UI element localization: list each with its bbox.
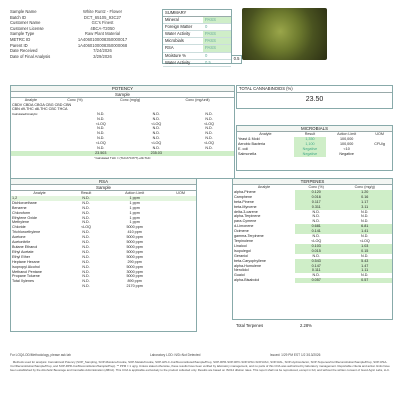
potency-pct: N.D. xyxy=(97,146,105,151)
terpene-pct: N.D. xyxy=(312,273,320,278)
rsa-result: <LOQ xyxy=(81,225,92,230)
potency-pct: N.D. xyxy=(97,126,105,131)
terpene-mg: N.D. xyxy=(361,253,369,258)
rsa-analyte: Acetone xyxy=(12,235,26,240)
rsa-analyte: 1,2 xyxy=(12,195,18,200)
total-cannabinoids-value: 23.50 xyxy=(305,95,324,103)
terpene-pct: N.D. xyxy=(312,253,320,258)
terpene-mg: 3.11 xyxy=(337,205,392,210)
terpene-mg: 5.43 xyxy=(337,259,392,264)
terpenes-title: TERPENES xyxy=(233,179,392,185)
info-label: METRC ID xyxy=(10,36,31,42)
potency-footnote: *calculated THC = (THCA*0.877)+d9-THC xyxy=(94,155,151,160)
potency-mg: N.D. xyxy=(152,146,160,151)
summary-row-value: 0.5 xyxy=(205,59,211,65)
potency-unit: N.D. xyxy=(205,146,213,151)
rsa-analyte: Propane Toluene xyxy=(12,274,40,279)
potency-mg: N.D. xyxy=(152,116,160,121)
microbial-result: Negative xyxy=(294,147,326,152)
terpene-analyte: para-Cymene xyxy=(234,219,257,224)
terpene-analyte: Linalool xyxy=(234,243,247,248)
potency-pct: <LOQ xyxy=(95,121,106,126)
product-photo xyxy=(242,8,327,60)
rsa-row xyxy=(11,284,196,289)
rsa-analyte: Ethyl Acetate xyxy=(12,249,34,254)
terpene-mg: 1.11 xyxy=(337,268,392,273)
summary-side-value: 0.5 xyxy=(231,55,242,64)
column-header: Conc (%) xyxy=(67,98,83,102)
microbial-result: Negative xyxy=(294,152,326,157)
potency-analytes-2: CBN d9-THC d8-THC CBC THCA xyxy=(12,107,68,112)
terpene-analyte: alpha-Terpinene xyxy=(234,214,261,219)
terpene-mg: N.D. xyxy=(361,273,369,278)
terpene-analyte: Camphene xyxy=(234,194,253,199)
terpene-analyte: beta-Pinene xyxy=(234,199,254,204)
rsa-limit: 1 ppm xyxy=(129,200,140,205)
terpene-pct: 0.147 xyxy=(295,264,337,269)
rsa-result: N.D. xyxy=(82,269,90,274)
rsa-analyte: Methanol Pentane xyxy=(12,269,42,274)
summary-row-value: 0 xyxy=(205,52,208,58)
column-header: Analyte xyxy=(24,98,38,102)
microbials-table xyxy=(237,132,392,157)
terpene-pct: 0.111 xyxy=(295,268,337,273)
potency-title: POTENCY xyxy=(11,86,234,92)
info-value: 1A4060100008350000017 xyxy=(77,36,128,42)
summary-row-label: RSA xyxy=(165,45,174,51)
footer-issued: Issued: 1/29 PM EST 1/2 3/13/2026 xyxy=(270,353,321,357)
rsa-result: N.D. xyxy=(82,215,90,220)
terpene-mg: N.D. xyxy=(361,219,369,224)
terpene-row xyxy=(233,259,392,264)
microbial-row xyxy=(237,152,392,157)
rsa-limit: 1 ppm xyxy=(129,210,140,215)
column-header: Conc (mg/g) xyxy=(119,98,141,102)
terpene-pct: 0.543 xyxy=(295,259,337,264)
rsa-analyte: Total Xylenes xyxy=(12,279,34,284)
info-value: GC's Finest xyxy=(91,20,114,26)
summary-row xyxy=(163,38,231,45)
potency-sample-label: Sample xyxy=(11,92,234,98)
rsa-limit: 5000 ppm xyxy=(126,244,143,249)
info-value: Raw Plant Material xyxy=(84,31,121,37)
rsa-limit: 290 ppm xyxy=(127,259,142,264)
terpene-pct: 0.057 xyxy=(295,278,337,283)
column-header: Analyte xyxy=(257,185,271,189)
potency-mg: N.D. xyxy=(152,131,160,136)
terpene-analyte: gamma-Terpinene xyxy=(234,234,264,239)
column-header: UOM xyxy=(176,191,185,195)
terpene-pct: 0.103 xyxy=(295,244,337,249)
potency-pct: N.D. xyxy=(97,116,105,121)
summary-title: SUMMARY xyxy=(163,10,231,17)
rsa-analyte: Chloroform xyxy=(12,210,31,215)
rsa-result: N.D. xyxy=(82,249,90,254)
potency-unit: <LOQ xyxy=(204,121,214,126)
terpene-mg: 0.57 xyxy=(337,278,392,283)
microbial-analyte: Yeast & Mold xyxy=(238,136,260,141)
column-header: Conc (mg/unit) xyxy=(185,98,210,102)
potency-section xyxy=(10,85,235,179)
summary-row xyxy=(163,60,231,67)
potency-pct: N.D. xyxy=(97,136,105,141)
terpenes-section xyxy=(232,178,393,320)
column-header: Analyte xyxy=(33,191,46,195)
rsa-result: N.D. xyxy=(82,210,90,215)
terpene-mg: 1.20 xyxy=(337,190,392,195)
terpene-mg: 0.15 xyxy=(337,249,392,254)
potency-mg: N.D. xyxy=(152,136,160,141)
rsa-analyte: Heptane Hexane xyxy=(12,259,40,264)
summary-row-value: PASS xyxy=(203,17,231,23)
microbial-uom xyxy=(367,152,392,157)
terpene-mg: 1.03 xyxy=(337,244,392,249)
summary-row xyxy=(163,53,231,60)
potency-unit: N.D. xyxy=(205,126,213,131)
microbials-section xyxy=(236,125,393,171)
terpenes-table xyxy=(233,185,392,283)
rsa-analyte: Trichloroethylene xyxy=(12,230,41,235)
rsa-result: N.D. xyxy=(82,264,90,269)
summary-row xyxy=(163,31,231,38)
rsa-analyte: Isopropyl Alcohol xyxy=(12,264,40,269)
terpene-mg: N.D. xyxy=(361,234,369,239)
terpene-analyte: Ocimene xyxy=(234,229,249,234)
potency-unit: N.D. xyxy=(205,136,213,141)
column-header: Action Limit xyxy=(337,132,357,136)
info-label: Customer License xyxy=(10,25,44,31)
microbial-result: 1,100 xyxy=(294,142,326,147)
rsa-result: N.D. xyxy=(82,205,90,210)
info-value: 7/24/2026 xyxy=(93,48,112,54)
total-terpenes-value: 2.28% xyxy=(300,323,312,328)
summary-row-label: Mineral xyxy=(165,16,179,22)
summary-row-label: Foreign Matter xyxy=(165,23,193,29)
rsa-analyte: Butane Ethanol xyxy=(12,244,38,249)
terpene-mg: 1.47 xyxy=(337,264,392,269)
microbial-uom: CFU/g xyxy=(374,141,385,146)
column-header: Conc (mg/g) xyxy=(354,185,375,189)
rsa-analyte: Ethylene Oxide xyxy=(12,215,38,220)
microbials-title: MICROBIALS xyxy=(237,126,392,132)
rsa-result: N.D. xyxy=(82,230,90,235)
rsa-limit: 1 ppm xyxy=(129,205,140,210)
summary-row-value: PASS xyxy=(203,38,231,44)
potency-mg: <LOQ xyxy=(151,121,162,126)
info-label: Sample Type xyxy=(10,31,35,37)
terpene-analyte: alpha-Bisabolol xyxy=(234,278,260,283)
rsa-title: RSA xyxy=(11,179,196,185)
terpene-analyte: delta-3-carene xyxy=(234,209,258,214)
column-header: Analyte xyxy=(259,132,272,136)
rsa-analyte: Dichloroethane xyxy=(12,200,37,205)
column-header: Action Limit xyxy=(125,191,145,195)
terpene-analyte: Nerolidol xyxy=(234,268,249,273)
footer-loq-note: For LOQ/LOD/Methodology, please ask lab xyxy=(10,353,71,357)
total-cannabinoids-box xyxy=(236,85,393,109)
terpene-analyte: Isopulegol xyxy=(234,248,251,253)
terpene-pct: 0.015 xyxy=(295,249,337,254)
terpene-pct: 0.311 xyxy=(295,205,337,210)
potency-mg: N.D. xyxy=(152,111,160,116)
rsa-analyte: Acetonitrile xyxy=(12,240,31,245)
terpene-pct: 0.120 xyxy=(295,190,337,195)
terpene-mg: N.D. xyxy=(361,209,369,214)
potency-mg: N.D. xyxy=(152,126,160,131)
info-label: Sample Name xyxy=(10,9,37,14)
footer-disclaimer: Methods used for analysis: Cannabinoid Potency (SOP_Sampling, SOP-Moisture/Cookie, SOP-Metals/Cookie, SOP-HPLC-Cur/Reconstituted/Sample/Prep, SOP-RPR-SOP-RPC-SOP-RSC-SOP-RAC, SOP-RAL, SOP-Hydrorefactor, SOP-Terpenes/Cur/Reconstitution/Sample/Prep, SOP-RSA-Cur/Reconstitution/Sample/Prep, and SOP-RPR-Cur/Reconstitution/Sample/Prep). ** PPM = 1 ug/g. Unless stated otherwise, these results have been verified by laboratory management, and no parts of this COA was authorized by laboratory management. Reportable criteria and action limits have been established by the Alcoholic Beverage and Cannabis Administration (ABCA). This COA is applicable exclusively to the product collected only. Results are based on ISO14 dilution rates. This report shall not be reproduced, except in full, and without the written consent of Good Agric Labs, LLC. xyxy=(10,360,390,372)
rsa-limit: 410 ppm xyxy=(127,230,142,235)
rsa-result: N.D. xyxy=(82,244,90,249)
rsa-limit: 5000 ppm xyxy=(126,240,143,245)
summary-row-value: 0 xyxy=(205,23,208,29)
microbial-result: 1,350 xyxy=(294,137,326,142)
rsa-section xyxy=(10,178,197,332)
info-label: Date of Final Analysis xyxy=(10,53,51,59)
summary-row-label: Moisture % xyxy=(165,52,186,58)
rsa-analyte: Ethyl Ether xyxy=(12,254,31,259)
terpene-analyte: Geraniol xyxy=(234,253,248,258)
microbial-limit: 100,000 xyxy=(340,136,354,141)
column-header: Conc (%) xyxy=(308,185,324,189)
rsa-result: N.D. xyxy=(82,284,90,289)
terpene-analyte: alpha-Pinene xyxy=(234,189,256,194)
rsa-table xyxy=(11,191,196,289)
info-value: DCT_65105_93C27 xyxy=(83,14,122,20)
column-header: Result xyxy=(304,132,316,136)
rsa-limit: 5000 ppm xyxy=(126,254,143,259)
info-label: Parent ID xyxy=(10,42,28,48)
rsa-result: N.D. xyxy=(82,240,90,245)
terpene-pct: N.D. xyxy=(312,234,320,239)
summary-row-label: Water Activity xyxy=(165,59,191,65)
rsa-limit: 5000 ppm xyxy=(126,264,143,269)
terpene-mg: 6.81 xyxy=(337,224,392,229)
potency-pct: <LOQ xyxy=(95,141,106,146)
rsa-limit: 1 ppm xyxy=(129,220,140,225)
terpene-analyte: alpha-Humulene xyxy=(234,263,262,268)
potency-mg: 235.03 xyxy=(150,150,162,155)
summary-row xyxy=(163,24,231,31)
terpene-pct: <LOQ xyxy=(311,238,322,243)
terpene-analyte: d-Limonene xyxy=(234,224,254,229)
rsa-result: N.D. xyxy=(82,200,90,205)
info-label: Batch ID xyxy=(10,14,27,20)
terpene-row xyxy=(233,278,392,283)
total-cannabinoids-label: TOTAL CANNABINOIDS (%) xyxy=(237,86,392,93)
terpene-pct: N.D. xyxy=(312,209,320,214)
rsa-sample-label: Sample xyxy=(11,185,196,191)
rsa-result: N.D. xyxy=(82,279,90,284)
terpene-mg: 0.16 xyxy=(337,195,392,200)
rsa-result: N.D. xyxy=(82,220,90,225)
rsa-analyte xyxy=(11,284,68,289)
rsa-limit: 5000 ppm xyxy=(126,235,143,240)
info-value: 1A4060100008350000068 xyxy=(77,42,128,48)
terpene-mg: N.D. xyxy=(361,214,369,219)
total-terpenes-label: Total Terpenes xyxy=(236,323,264,328)
terpene-mg: 1.17 xyxy=(337,200,392,205)
terpene-pct: 0.681 xyxy=(295,224,337,229)
rsa-limit: 5000 ppm xyxy=(126,274,143,279)
rsa-limit: 5000 ppm xyxy=(126,249,143,254)
terpene-analyte: Guaiol xyxy=(234,273,245,278)
rsa-limit: 1 ppm xyxy=(129,215,140,220)
info-label: Customer Name xyxy=(10,20,41,26)
rsa-limit: 890 ppm xyxy=(127,279,142,284)
rsa-result: N.D. xyxy=(82,195,90,200)
potency-unit: N.D. xyxy=(205,116,213,121)
info-value: White Runtz - Flower xyxy=(82,9,123,14)
terpene-pct: N.D. xyxy=(312,214,320,219)
potency-unit: N.D. xyxy=(205,111,213,116)
info-value: 3/29/2026 xyxy=(93,53,112,59)
microbial-analyte: E. coli xyxy=(238,146,249,151)
summary-row-label: Water Activity xyxy=(165,30,191,36)
rsa-analyte: Methylene xyxy=(12,220,30,225)
rsa-limit: 2170 ppm xyxy=(126,284,143,289)
summary-row-label: Microbials xyxy=(165,38,184,44)
column-header: UOM xyxy=(375,132,384,136)
summary-row xyxy=(163,17,231,24)
potency-unit: <LOQ xyxy=(204,141,214,146)
info-value: 4BCA-T2050 xyxy=(90,25,115,31)
potency-unit: N.D. xyxy=(205,131,213,136)
terpene-pct: 0.141 xyxy=(295,229,337,234)
column-header: Result xyxy=(80,191,92,195)
terpene-analyte: Terpinolene xyxy=(234,238,254,243)
summary-box xyxy=(162,9,232,64)
microbial-analyte: Aerobic Bacteria xyxy=(238,141,266,146)
microbial-limit: Negative xyxy=(339,151,354,156)
potency-mg: <LOQ xyxy=(151,141,162,146)
terpene-pct: 0.016 xyxy=(295,195,337,200)
rsa-uom xyxy=(165,284,196,289)
potency-analytes-1: CBDV CBDA CBGA CBG CBD CBN xyxy=(12,102,72,107)
terpene-mg: 1.41 xyxy=(337,229,392,234)
summary-row xyxy=(163,45,231,52)
terpene-pct: 0.117 xyxy=(295,200,337,205)
potency-pct: 23.503 xyxy=(95,150,107,155)
terpene-analyte: beta-Myrcene xyxy=(234,204,257,209)
rsa-result: N.D. xyxy=(82,274,90,279)
terpene-analyte: beta-Caryophyllene xyxy=(234,258,266,263)
potency-analyte: Calculated/Analytic xyxy=(12,111,38,116)
summary-row-value: PASS xyxy=(203,45,231,51)
rsa-result: N.D. xyxy=(82,254,90,259)
potency-pct: N.D. xyxy=(97,131,105,136)
microbial-limit: 100,000 xyxy=(340,141,354,146)
rsa-analyte: Chloride xyxy=(12,225,26,230)
summary-row-value: PASS xyxy=(203,31,231,37)
rsa-limit: 3000 ppm xyxy=(126,269,143,274)
rsa-analyte: Benzene xyxy=(12,205,27,210)
terpene-pct: N.D. xyxy=(312,219,320,224)
terpene-mg: <LOQ xyxy=(359,238,370,243)
potency-pct: N.D. xyxy=(97,111,105,116)
rsa-result: N.D. xyxy=(82,235,90,240)
microbial-limit: <10 xyxy=(343,146,350,151)
rsa-limit: 1 ppm xyxy=(129,195,140,200)
microbial-analyte: Salmonella xyxy=(238,151,257,156)
info-label: Date Received xyxy=(10,48,38,54)
potency-values-table xyxy=(11,112,234,156)
rsa-result: N.D. xyxy=(82,259,90,264)
footer-lod-note: Laboratory LOD: N/D=Not Detected xyxy=(150,353,201,357)
sample-info xyxy=(10,9,135,71)
rsa-limit: 5000 ppm xyxy=(126,225,143,230)
